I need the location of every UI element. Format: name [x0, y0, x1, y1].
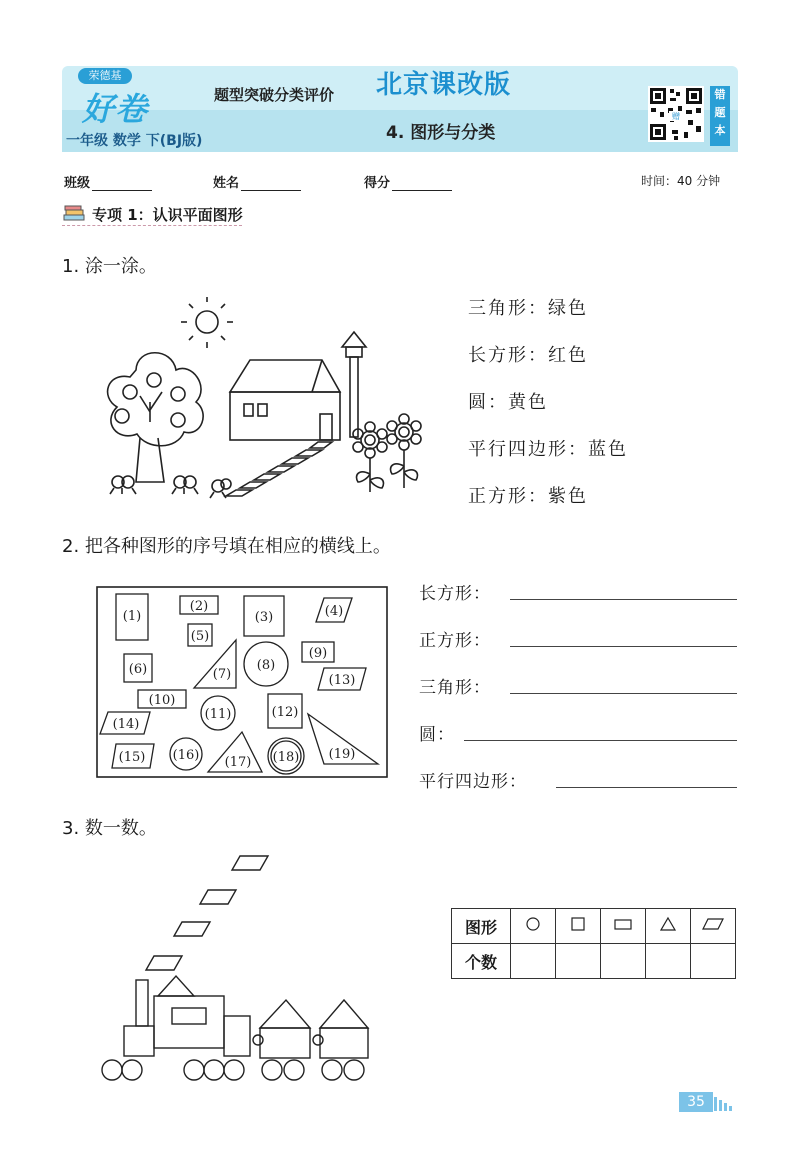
- sun-icon: [181, 297, 233, 348]
- count-rectangle-cell[interactable]: [601, 944, 646, 979]
- score-field: [364, 172, 452, 191]
- front-square: [124, 1026, 154, 1056]
- svg-text:(9): (9): [308, 646, 328, 661]
- table-row-count-label: 个数: [452, 944, 511, 979]
- count-parallelogram-cell[interactable]: [691, 944, 736, 979]
- qr-badge: 赠: [672, 112, 680, 121]
- answer-square-line[interactable]: [510, 646, 737, 647]
- class-input-line[interactable]: [92, 176, 152, 191]
- class-field: [64, 172, 152, 191]
- chick-icon: [110, 476, 136, 494]
- score-label: 得分: [364, 176, 391, 191]
- mistake-tag-char-1: 错: [714, 88, 726, 101]
- brand-badge: 荣德基: [78, 68, 132, 84]
- cab-triangle: [158, 976, 194, 996]
- svg-text:(10): (10): [148, 693, 176, 708]
- svg-text:(6): (6): [128, 662, 148, 677]
- name-label: 姓名: [213, 176, 240, 191]
- name-input-line[interactable]: [241, 176, 301, 191]
- chimney-tower-icon: [342, 332, 366, 437]
- smoke-parallelogram: [232, 856, 268, 870]
- chick-icon: [172, 476, 198, 494]
- legend-circle: 圆：黄色: [468, 392, 548, 413]
- triangle-icon: [646, 909, 691, 944]
- books-icon: [62, 205, 86, 227]
- tree-icon: [108, 353, 204, 482]
- answer-triangle-label: 三角形：: [419, 678, 491, 698]
- legend-triangle: 三角形：绿色: [468, 298, 588, 319]
- question-1-prompt: 1. 涂一涂。: [62, 256, 157, 277]
- q3-train-picture: [96, 850, 386, 1086]
- svg-text:(14): (14): [112, 717, 140, 732]
- svg-text:(19): (19): [328, 747, 356, 762]
- smoke-parallelogram: [146, 956, 182, 970]
- flower-icon: [387, 414, 421, 488]
- parallelogram-icon: [691, 909, 736, 944]
- cab-rect: [154, 996, 224, 1048]
- legend-square: 正方形：紫色: [468, 486, 588, 507]
- svg-text:(4): (4): [324, 604, 344, 619]
- car1-triangle: [260, 1000, 310, 1028]
- count-table: [451, 908, 736, 979]
- path-tiles: [226, 442, 332, 496]
- table-row: [452, 944, 736, 979]
- answer-rectangle-line[interactable]: [510, 599, 737, 600]
- window-rect: [172, 1008, 206, 1024]
- answer-circle-line[interactable]: [464, 740, 737, 741]
- score-input-line[interactable]: [392, 176, 452, 191]
- chimney-rect: [136, 980, 148, 1026]
- svg-text:(1): (1): [122, 609, 142, 624]
- car2-square: [320, 1028, 368, 1058]
- svg-text:(15): (15): [118, 750, 146, 765]
- page-number: 35: [679, 1092, 713, 1112]
- svg-text:(8): (8): [256, 658, 276, 673]
- grade-label: 一年级 数学 下(BJ版): [66, 133, 203, 149]
- smoke-parallelogram: [174, 922, 210, 936]
- count-circle-cell[interactable]: [511, 944, 556, 979]
- square-icon: [556, 909, 601, 944]
- answer-rectangle-label: 长方形：: [419, 584, 491, 604]
- rear-rect: [224, 1016, 250, 1056]
- mistake-tag-char-3: 本: [714, 124, 726, 137]
- name-field: [213, 172, 301, 191]
- mistake-book-tag[interactable]: [710, 86, 730, 146]
- logo: 好卷: [82, 90, 149, 128]
- legend-parallelogram: 平行四边形：蓝色: [468, 439, 628, 460]
- q2-shapes-box: [96, 586, 388, 778]
- svg-text:(13): (13): [328, 673, 356, 688]
- answer-parallelogram-line[interactable]: [556, 787, 737, 788]
- answer-square-label: 正方形：: [419, 631, 491, 651]
- class-label: 班级: [64, 176, 91, 191]
- rectangle-icon: [601, 909, 646, 944]
- section-underline: [62, 225, 242, 226]
- count-triangle-cell[interactable]: [646, 944, 691, 979]
- table-row: [452, 909, 736, 944]
- smoke-parallelogram: [200, 890, 236, 904]
- answer-parallelogram-label: 平行四边形：: [419, 772, 527, 792]
- series-label: 题型突破分类评价: [214, 86, 335, 104]
- svg-text:(2): (2): [189, 599, 209, 614]
- circle-icon: [511, 909, 556, 944]
- car1-square: [260, 1028, 310, 1058]
- edition-title: 北京课改版: [376, 70, 512, 100]
- question-3-prompt: 3. 数一数。: [62, 818, 157, 839]
- svg-text:(3): (3): [254, 610, 274, 625]
- answer-triangle-line[interactable]: [510, 693, 737, 694]
- unit-title: 4. 图形与分类: [386, 123, 496, 143]
- count-square-cell[interactable]: [556, 944, 601, 979]
- qr-code-icon[interactable]: [648, 86, 704, 142]
- svg-text:(11): (11): [204, 707, 232, 722]
- mistake-tag-char-2: 题: [714, 106, 726, 119]
- svg-text:(16): (16): [172, 748, 200, 763]
- car2-triangle: [320, 1000, 368, 1028]
- q1-coloring-picture[interactable]: [92, 292, 452, 504]
- section-title: 专项 1：认识平面图形: [92, 206, 243, 224]
- time-limit: 时间：40 分钟: [641, 174, 721, 188]
- svg-text:(18): (18): [272, 750, 300, 765]
- answer-circle-label: 圆：: [419, 725, 455, 745]
- svg-text:(5): (5): [190, 629, 210, 644]
- table-header-shape: 图形: [452, 909, 511, 944]
- page-bars-decoration: [714, 1095, 738, 1115]
- question-2-prompt: 2. 把各种图形的序号填在相应的横线上。: [62, 536, 391, 557]
- legend-rectangle: 长方形：红色: [468, 345, 588, 366]
- house-icon: [230, 360, 340, 440]
- svg-text:(17): (17): [224, 755, 252, 770]
- svg-text:(12): (12): [271, 705, 299, 720]
- svg-text:(7): (7): [212, 667, 232, 682]
